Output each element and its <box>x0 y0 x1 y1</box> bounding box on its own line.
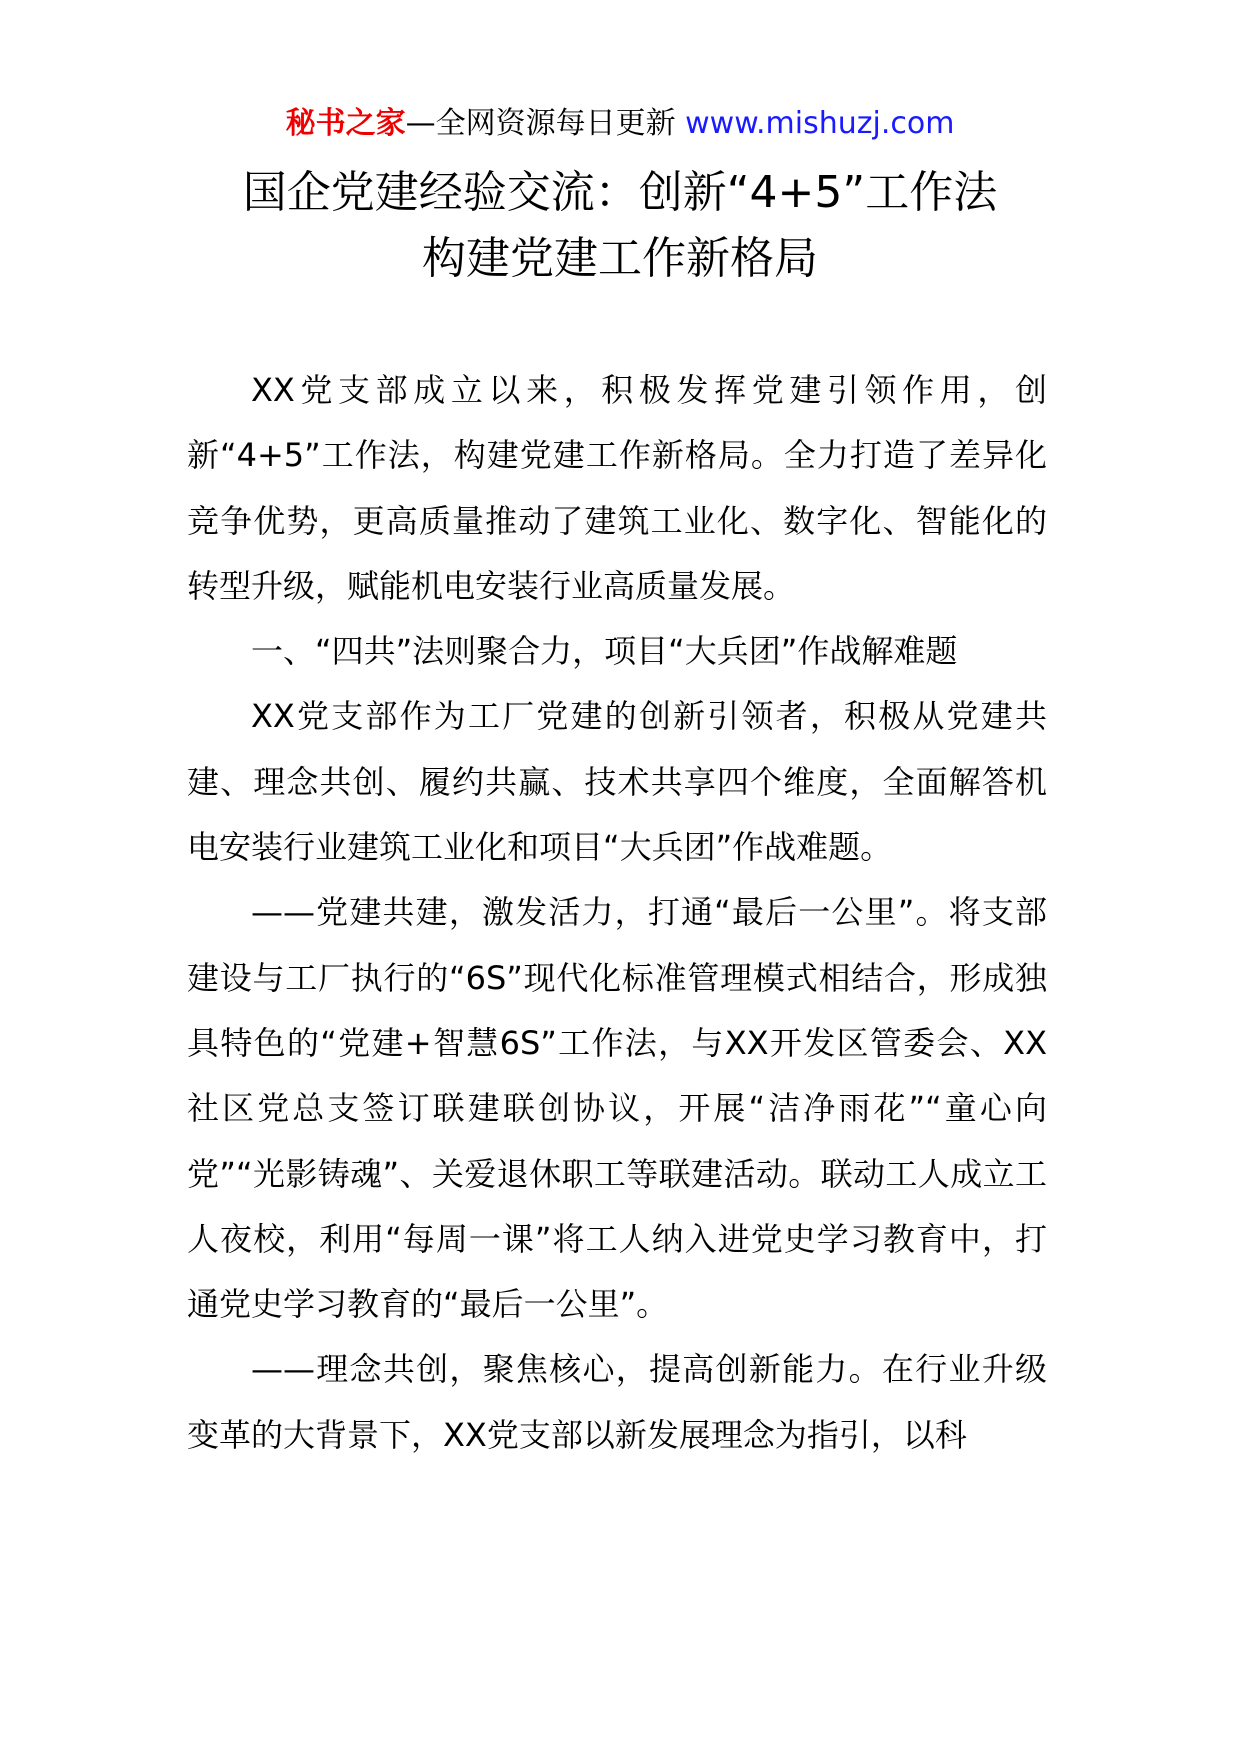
document-title <box>0 160 1240 292</box>
paragraph-concept-co-creation: ——理念共创，聚焦核心，提高创新能力。在行业升级变革的大背景下，XX党支部以新发展理念为指引，以科 <box>187 1350 1047 1454</box>
site-header <box>0 100 1240 148</box>
document-title-line-1: 国企党建经验交流：创新“4+5”工作法 <box>242 167 998 218</box>
paragraph-party-building: ——党建共建，激发活力，打通“最后一公里”。将支部建设与工厂执行的“6S”现代化标准管理模式相结合，形成独具特色的“党建+智慧6S”工作法，与XX开发区管委会、XX社区党总支签订联建联创协议，开展“洁净雨花”“童心向党”“光影铸魂”、关爱退休职工等联建活动。联动工人成立工人夜校，利用“每周一课”将工人纳入进党史学习教育中，打通党史学习教育的“最后一公里”。 <box>187 893 1047 1324</box>
paragraph-intro: XX党支部成立以来，积极发挥党建引领作用，创新“4+5”工作法，构建党建工作新格局。全力打造了差异化竞争优势，更高质量推动了建筑工业化、数字化、智能化的转型升级，赋能机电安装行业高质量发展。 <box>187 371 1047 605</box>
paragraph-section-1-intro: XX党支部作为工厂党建的创新引领者，积极从党建共建、理念共创、履约共赢、技术共享四个维度，全面解答机电安装行业建筑工业化和项目“大兵团”作战难题。 <box>187 697 1047 867</box>
section-heading-1: 一、“四共”法则聚合力，项目“大兵团”作战解难题 <box>251 632 958 671</box>
site-url-link[interactable]: www.mishuzj.com <box>685 106 955 141</box>
site-brand: 秘书之家 <box>285 106 406 141</box>
document-body <box>187 358 1047 1468</box>
site-tagline: —全网资源每日更新 <box>405 106 686 141</box>
document-title-line-2: 构建党建工作新格局 <box>422 233 818 284</box>
